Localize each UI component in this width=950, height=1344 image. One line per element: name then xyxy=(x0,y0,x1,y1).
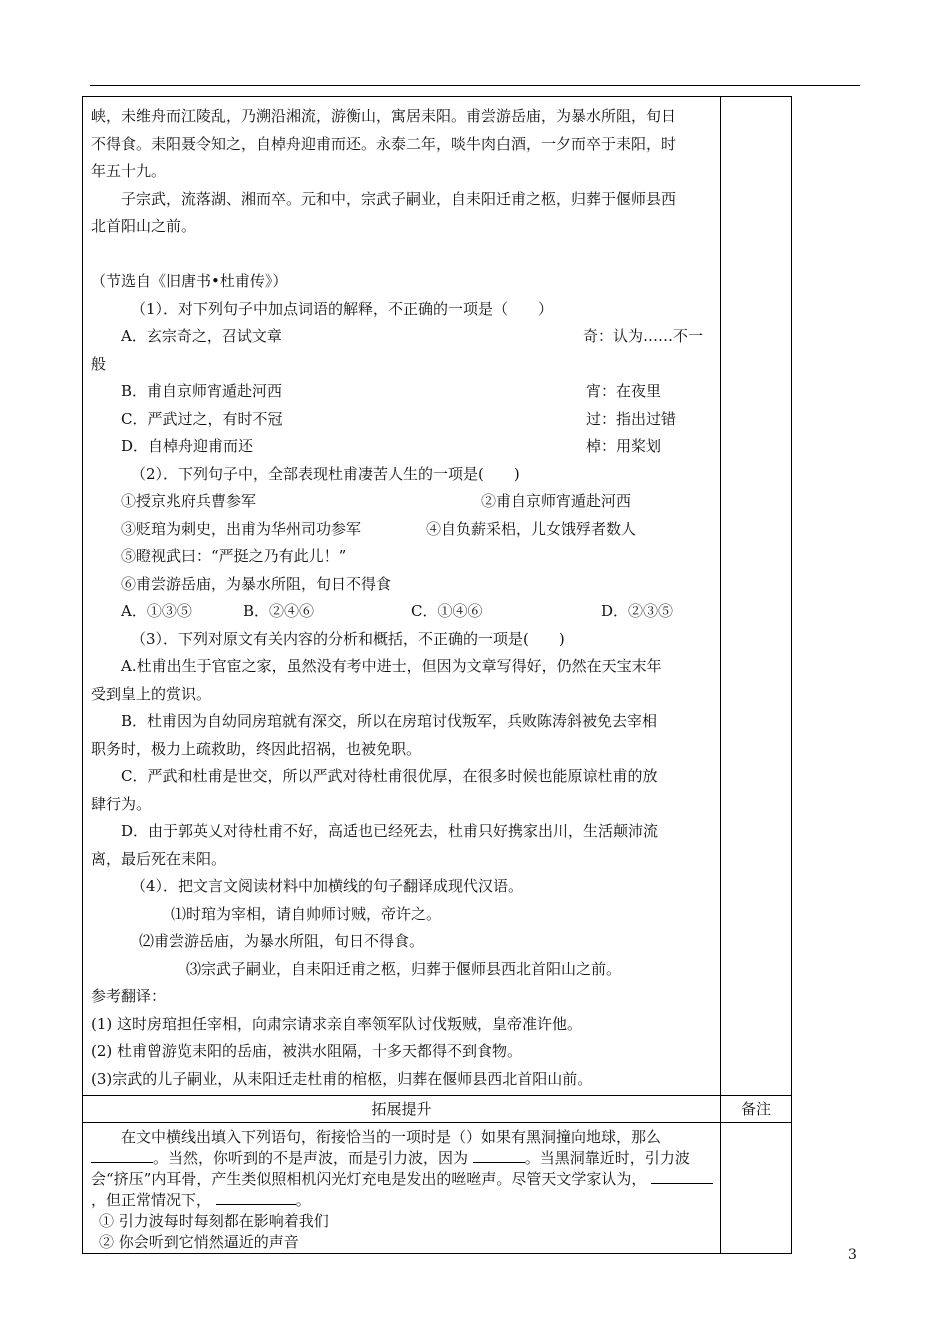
page-number: 3 xyxy=(848,1247,857,1263)
q2-item: ④自负薪采梠，儿女饿殍者数人 xyxy=(426,519,637,538)
q1-option-d xyxy=(91,433,714,461)
reference-item: (1) 这时房琯担任宰相，向肃宗请求亲自率领军队讨伐叛贼，皇帝准许他。 xyxy=(91,1014,583,1033)
q2-item: ①授京兆府兵曹参军 xyxy=(121,492,257,510)
q3-option-a: A.杜甫出生于官宦之家，虽然没有考中进士，但因为文章写得好，仍然在天宝末年 xyxy=(121,657,662,675)
extension-cell xyxy=(83,1123,721,1254)
q2-items-row xyxy=(91,516,714,544)
passage-line: 峡，未维舟而江陵乱，乃溯沿湘流，游衡山，寓居耒阳。甫尝游岳庙，为暴水所阻，旬日 xyxy=(91,107,677,125)
q3-option-b: B．杜甫因为自幼同房琯就有深交，所以在房琯讨伐叛军，兵败陈涛斜被免去宰相 xyxy=(121,712,658,730)
q3-option-c: C．严武和杜甫是世交，所以严武对待杜甫很优厚，在很多时候也能原谅杜甫的放 xyxy=(121,767,658,785)
q1-option-c-text: C．严武过之，有时不冠 xyxy=(121,409,283,428)
q3-option-b-wrap: 职务时，极力上疏救助，终因此招祸，也被免职。 xyxy=(91,739,422,758)
q2-choice-a: A．①③⑤ xyxy=(121,602,192,620)
extension-option: ② 你会听到它悄然逼近的声音 xyxy=(99,1233,299,1251)
q2-item: ③贬琯为刺史，出甫为华州司功参军 xyxy=(121,519,362,538)
q1-option-d-text: D．自棹舟迎甫而还 xyxy=(121,437,254,455)
q1-option-c-gloss: 过：指出过错 xyxy=(586,409,677,428)
extension-notes-cell xyxy=(721,1123,792,1254)
fill-blank[interactable] xyxy=(91,1161,153,1163)
q3-option-d: D．由于郭英乂对待杜甫不好，高适也已经死去，杜甫只好携家出川，生活颠沛流 xyxy=(121,822,659,840)
reference-item: (2) 杜甫曾游览耒阳的岳庙，被洪水阻隔，十多天都得不到食物。 xyxy=(91,1042,523,1060)
q1-option-b xyxy=(91,378,714,406)
reading-cell xyxy=(83,97,721,1096)
reference-item: (3)宗武的儿子嗣业，从耒阳迁走杜甫的棺柩，归葬在偃师县西北首阳山前。 xyxy=(91,1069,593,1088)
q2-item: ⑥甫尝游岳庙，为暴水所阻，旬日不得食 xyxy=(121,574,392,593)
reference-title: 参考翻译： xyxy=(91,987,167,1005)
question-4-stem: （4）．把文言文阅读材料中加横线的句子翻译成现代汉语。 xyxy=(131,877,524,895)
q2-choice-c: C．①④⑥ xyxy=(411,602,483,620)
notes-cell xyxy=(721,97,792,1096)
question-2-stem: （2）．下列句子中，全部表现杜甫凄苦人生的一项是( ) xyxy=(131,464,520,483)
extension-option: ① 引力波每时每刻都在影响着我们 xyxy=(99,1212,329,1230)
fill-blank[interactable] xyxy=(651,1182,713,1184)
q1-option-d-gloss: 棹：用桨划 xyxy=(586,437,662,455)
passage-line: 不得食。耒阳聂令知之，自棹舟迎甫而还。永泰二年，啖牛肉白酒，一夕而卒于耒阳，时 xyxy=(91,134,677,153)
section-header: 拓展提升 xyxy=(83,1096,721,1123)
q1-option-a xyxy=(91,323,714,351)
q1-option-b-text: B．甫自京师宵遁赴河西 xyxy=(121,382,283,400)
q2-choice-b: B．②④⑥ xyxy=(243,602,315,620)
fill-blank[interactable] xyxy=(216,1203,296,1205)
notes-header: 备注 xyxy=(721,1096,792,1123)
passage-line: 北首阳山之前。 xyxy=(91,217,197,235)
q2-items-row xyxy=(91,488,714,516)
q1-option-a-text: A．玄宗奇之，召试文章 xyxy=(121,327,282,345)
worksheet-table xyxy=(82,96,792,1254)
q1-option-a-gloss: 奇：认为……不一 xyxy=(583,327,704,345)
question-3-stem: （3）．下列对原文有关内容的分析和概括，不正确的一项是( ) xyxy=(131,629,565,648)
fill-blank[interactable] xyxy=(473,1161,525,1163)
passage-line: 子宗武，流落湖、湘而卒。元和中，宗武子嗣业，自耒阳迁甫之柩，归葬于偃师县西 xyxy=(121,189,677,208)
q4-item: ⑴时琯为宰相，请自帅师讨贼，帝许之。 xyxy=(171,904,442,923)
passage-source: （节选自《旧唐书•杜甫传》） xyxy=(91,272,288,290)
q4-item: ⑶宗武子嗣业，自耒阳迁甫之柩，归葬于偃师县西北首阳山之前。 xyxy=(186,959,622,978)
q4-item: ⑵甫尝游岳庙，为暴水所阻，旬日不得食。 xyxy=(139,932,425,950)
q1-option-a-wrap: 般 xyxy=(91,354,107,373)
passage-line: 年五十九。 xyxy=(91,162,167,180)
q1-option-b-gloss: 宵：在夜里 xyxy=(586,382,662,400)
q1-option-c xyxy=(91,406,714,434)
q3-option-d-wrap: 离，最后死在耒阳。 xyxy=(91,849,227,868)
question-1-stem: （1）．对下列句子中加点词语的解释，不正确的一项是（ ） xyxy=(131,299,554,318)
q2-item: ②甫自京师宵遁赴河西 xyxy=(481,492,632,510)
q2-item: ⑤瞪视武曰：“严挺之乃有此儿！” xyxy=(121,547,347,565)
extension-paragraph: 在文中横线出填入下列语句，衔接恰当的一项时是（）如果有黑洞撞向地球，那么 。当然，你听到的不是声波，而是引力波，因为 。当黑洞靠近时，引力波会“挤压”内耳骨，产生类似照相机闪光灯充电是发出的咝咝声。尽管天文学家认为， ，但正常情况下， 。 xyxy=(91,1127,714,1211)
q2-choice-d: D．②③⑤ xyxy=(601,602,674,620)
q3-option-c-wrap: 肆行为。 xyxy=(91,794,152,813)
q2-choices xyxy=(91,598,714,626)
q3-option-a-wrap: 受到皇上的赏识。 xyxy=(91,684,212,703)
header-rule xyxy=(90,85,860,86)
